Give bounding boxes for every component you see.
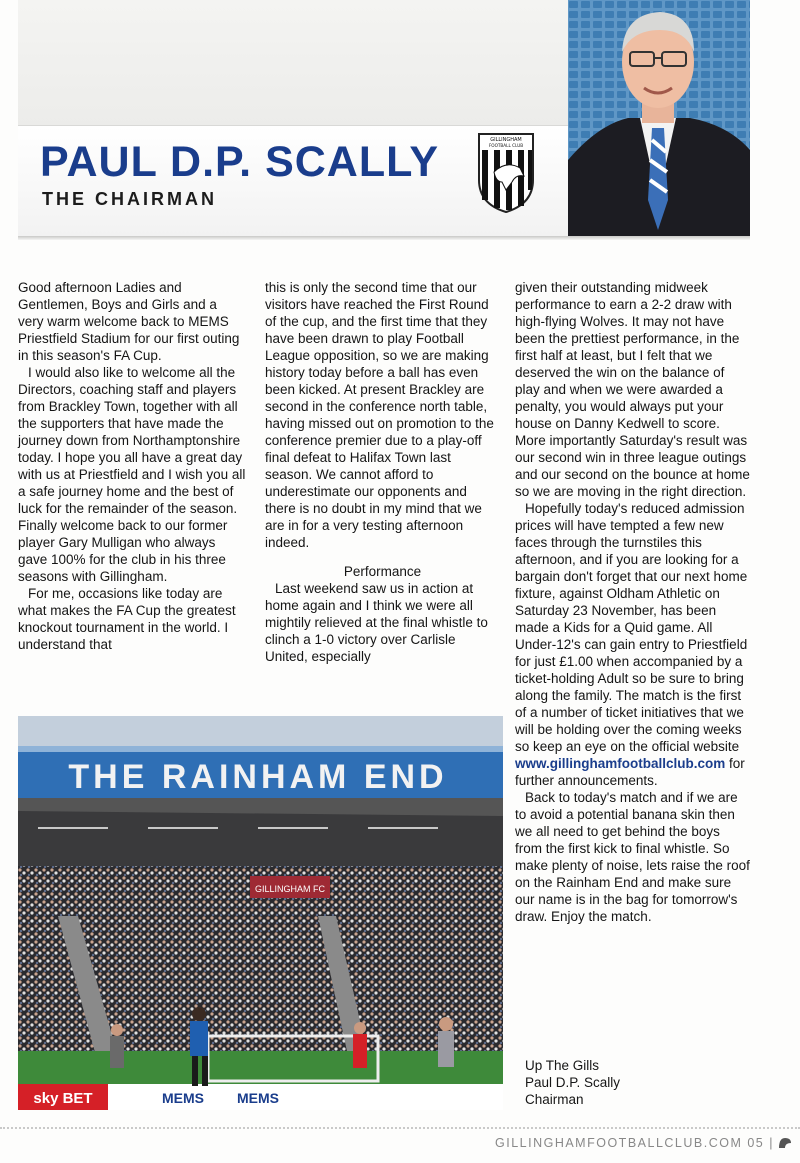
website-link[interactable]: www.gillinghamfootballclub.com	[515, 756, 726, 771]
article-column-2	[265, 279, 500, 665]
ad-board-3: MEMS	[237, 1090, 279, 1106]
ad-board-1: sky BET	[33, 1090, 93, 1107]
paragraph: Back to today's match and if we are to avoid a potential banana skin then we all need to get behind the boys from the first kick to final whistle. So make plenty of noise, lets raise the roof on the Rainham End and make sure our name is in the bag for tomorrow's draw. Enjoy the match.	[515, 790, 750, 924]
page-number: 05	[747, 1136, 765, 1150]
paragraph	[515, 500, 750, 789]
svg-text:GILLINGHAM: GILLINGHAM	[490, 137, 522, 143]
header-banner	[18, 0, 750, 237]
signoff-line: Up The Gills	[525, 1058, 600, 1073]
svg-text:FOOTBALL CLUB: FOOTBALL CLUB	[488, 143, 524, 148]
paragraph: For me, occasions like today are what makes the FA Cup the greatest knockout tournament in the world. I understand that	[18, 586, 236, 652]
flag-text: GILLINGHAM FC	[254, 884, 326, 894]
subheading: Performance	[343, 564, 422, 579]
stadium-photo	[18, 716, 503, 1110]
paragraph: this is only the second time that our visitors have reached the First Round of the cup, and the first time that they have been drawn to play Football League opposition, so we are making history today before a ball has even been kicked. At present Brackley are second in the conference north table, having missed out on promotion to the conference premier due to a play-off final defeat to Halifax Town last season. We cannot afford to underestimate our opponents and there is no doubt in my mind that we are in for a very testing afternoon indeed.	[265, 280, 494, 550]
header-divider	[18, 236, 750, 240]
footer-divider	[0, 1127, 800, 1129]
paragraph: given their outstanding midweek performance to earn a 2-2 draw with high-flying Wolves. It may not have been the prettiest performance, in the first half at least, but I felt that we deserved the win on the balance of play and when we were awarded a penalty, you would always put your house on Danny Kedwell to score. More importantly Saturday's result was our second win in three league outings and our second on the bounce at home so we are moving in the right direction.	[515, 280, 750, 499]
chairman-name: PAUL D.P. SCALLY	[40, 138, 440, 186]
footer-site: GILLINGHAMFOOTBALLCLUB.COM	[495, 1136, 743, 1150]
footer	[495, 1136, 774, 1150]
paragraph: Last weekend saw us in action at home again and I think we were all mightily relieved at the final whistle to clinch a 1-0 victory over Carlisle United, especially	[265, 581, 488, 664]
stand-sign: THE RAINHAM END	[68, 758, 448, 796]
paragraph: I would also like to welcome all the Directors, coaching staff and players from Brackley Town, together with all the supporters that have made the journey down from Northamptonshire today. I hope you all have a great day with us at Priestfield and I wish you all a safe journey home and the best of luck for the remainder of the season. Finally welcome back to our former player Gary Mulligan who always gave 100% for the club in his three seasons with Gillingham.	[18, 365, 246, 584]
signoff-name: Paul D.P. Scally	[525, 1075, 621, 1090]
article-column-1	[18, 279, 246, 653]
club-crest-icon	[476, 132, 536, 214]
signoff-title: Chairman	[525, 1092, 584, 1107]
chairman-portrait	[568, 0, 750, 237]
club-monogram-icon	[776, 1134, 794, 1152]
paragraph-text: for further announcements.	[515, 756, 745, 788]
ad-board-2: MEMS	[162, 1090, 204, 1106]
chairman-role: THE CHAIRMAN	[42, 189, 217, 209]
signoff	[525, 1057, 620, 1108]
paragraph: Good afternoon Ladies and Gentlemen, Boys and Girls and a very warm welcome back to MEMS Priestfield Stadium for our first outing in this season's FA Cup.	[18, 280, 240, 363]
paragraph-text: Hopefully today's reduced admission prices will have tempted a few new faces through the turnstiles this afternoon, and if you are looking for a bargain don't forget that our next home fixture, against Oldham Athletic on Saturday 23 November, has been made a Kids for a Quid game. All Under-12's can gain entry to Priestfield for just £1.00 when accompanied by a ticket-holding Adult so be sure to bring along the family. The match is the first of a number of ticket initiatives that we will be holding over the coming weeks so keep an eye on the official website	[515, 501, 748, 754]
article-column-3	[515, 279, 750, 925]
footer-separator: |	[769, 1136, 774, 1150]
